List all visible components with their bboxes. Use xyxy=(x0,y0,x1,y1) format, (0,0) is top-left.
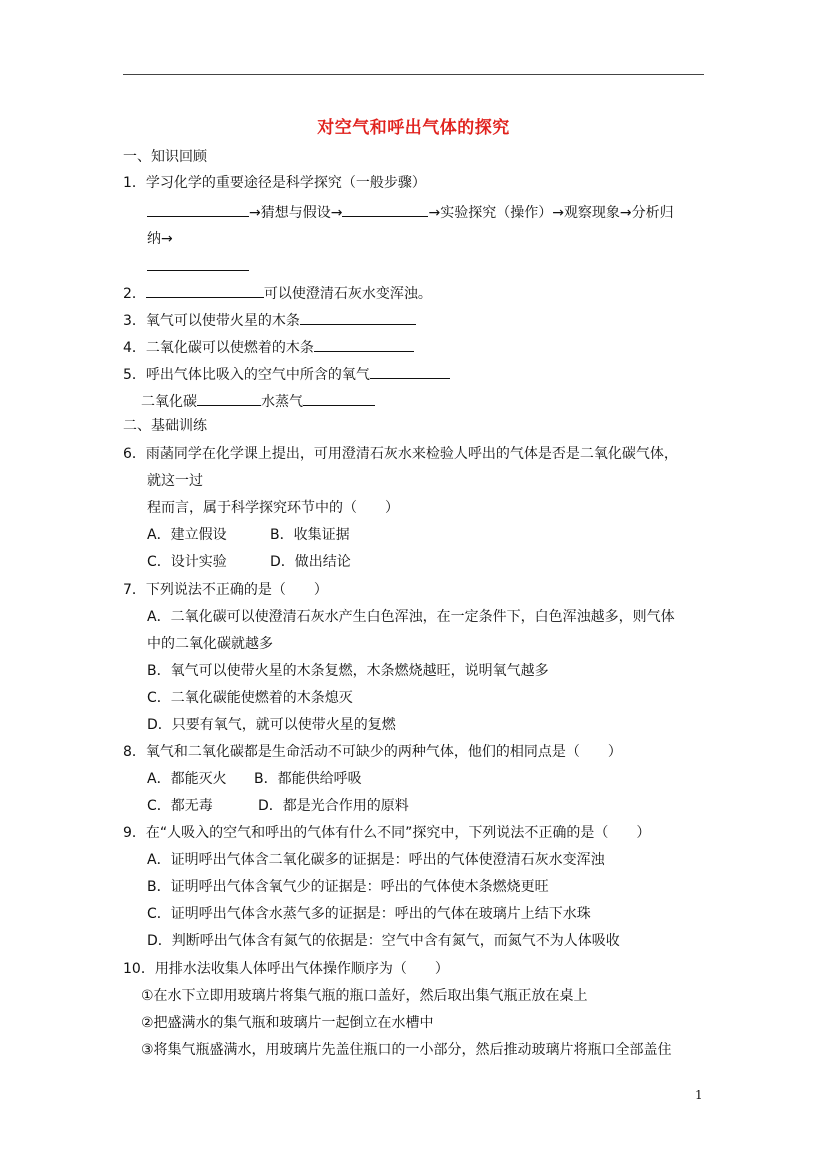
q1-seg1: →猜想与假设→ xyxy=(249,205,343,221)
q6-stem2: 就这一过 xyxy=(147,473,203,489)
q3-text: 3．氧气可以使带火星的木条 xyxy=(123,313,300,329)
q7-stem: 7．下列说法不正确的是（ ） xyxy=(123,582,328,598)
q8-option-c: C．都无毒 xyxy=(147,798,213,814)
q6-option-a: A．建立假设 xyxy=(147,527,227,543)
q8-option-a: A．都能灭火 xyxy=(147,771,227,787)
q10-step-2: ②把盛满水的集气瓶和玻璃片一起倒立在水槽中 xyxy=(141,1015,434,1031)
section-heading-review: 一、知识回顾 xyxy=(123,149,207,165)
answer-blank xyxy=(147,202,249,217)
q8-stem: 8．氧气和二氧化碳都是生命活动不可缺少的两种气体，他们的相同点是（ ） xyxy=(123,744,622,760)
answer-blank xyxy=(370,364,450,379)
answer-blank xyxy=(146,283,264,298)
page-title: 对空气和呼出气体的探究 xyxy=(317,118,510,138)
page-number: 1 xyxy=(695,1088,703,1102)
q2-tail: 可以使澄清石灰水变浑浊。 xyxy=(263,286,432,302)
answer-blank xyxy=(303,391,375,406)
q7-option-c: C．二氧化碳能使燃着的木条熄灭 xyxy=(147,690,353,706)
answer-blank xyxy=(197,391,261,406)
q5-line1 xyxy=(123,364,450,385)
q10-step-3: ③将集气瓶盛满水，用玻璃片先盖住瓶口的一小部分，然后推动玻璃片将瓶口全部盖住 xyxy=(141,1042,672,1058)
q3-line xyxy=(123,310,416,331)
answer-blank xyxy=(314,337,414,352)
q4-text: 4．二氧化碳可以使燃着的木条 xyxy=(123,340,314,356)
q2-line xyxy=(123,283,432,304)
q5-line2 xyxy=(141,391,375,412)
q5-h2o: 水蒸气 xyxy=(261,394,303,410)
q7-option-b: B．氧气可以使带火星的木条复燃，木条燃烧越旺，说明氧气越多 xyxy=(147,663,549,679)
q7-option-d: D．只要有氧气，就可以使带火星的复燃 xyxy=(147,717,396,733)
q7-option-a-line2: 中的二氧化碳就越多 xyxy=(147,636,273,652)
q6-option-d: D．做出结论 xyxy=(270,554,351,570)
q9-option-b: B．证明呼出气体含氧气少的证据是：呼出的气体使木条燃烧更旺 xyxy=(147,879,549,895)
q5-co2: 二氧化碳 xyxy=(141,394,197,410)
q8-option-b: B．都能供给呼吸 xyxy=(254,771,362,787)
answer-blank xyxy=(342,202,428,217)
q6-stem1: 6．雨菡同学在化学课上提出，可用澄清石灰水来检验人呼出的气体是否是二氧化碳气体， xyxy=(123,446,678,462)
q9-option-a: A．证明呼出气体含二氧化碳多的证据是：呼出的气体使澄清石灰水变浑浊 xyxy=(147,852,605,868)
q5-stem: 5．呼出气体比吸入的空气中所含的氧气 xyxy=(123,367,370,383)
q9-option-d: D．判断呼出气体含有氮气的依据是：空气中含有氮气，而氮气不为人体吸收 xyxy=(147,933,620,949)
q1-seg2: →实验探究（操作）→观察现象→分析归 xyxy=(428,205,674,221)
q1-seg3: 纳→ xyxy=(147,231,173,247)
q1-stem: 1．学习化学的重要途径是科学探究（一般步骤） xyxy=(123,175,426,191)
answer-blank xyxy=(300,310,416,325)
q6-stem3: 程而言，属于科学探究环节中的（ ） xyxy=(147,500,399,516)
header-rule xyxy=(123,74,704,75)
answer-blank xyxy=(147,256,249,271)
q9-option-c: C．证明呼出气体含水蒸气多的证据是：呼出的气体在玻璃片上结下水珠 xyxy=(147,906,591,922)
q1-line3 xyxy=(147,256,249,277)
q10-stem: 10．用排水法收集人体呼出气体操作顺序为（ ） xyxy=(123,961,449,977)
q6-option-b: B．收集证据 xyxy=(270,527,350,543)
q2-num: 2． xyxy=(123,286,146,302)
q1-line1 xyxy=(147,202,674,223)
q7-option-a-line1: A．二氧化碳可以使澄清石灰水产生白色浑浊，在一定条件下，白色浑浊越多，则气体 xyxy=(147,609,675,625)
q6-option-c: C．设计实验 xyxy=(147,554,227,570)
section-heading-training: 二、基础训练 xyxy=(123,418,207,434)
q10-step-1: ①在水下立即用玻璃片将集气瓶的瓶口盖好，然后取出集气瓶正放在桌上 xyxy=(141,988,588,1004)
q9-stem: 9．在“人吸入的空气和呼出的气体有什么不同”探究中，下列说法不正确的是（ ） xyxy=(123,825,651,841)
q4-line xyxy=(123,337,414,358)
q8-option-d: D．都是光合作用的原料 xyxy=(258,798,409,814)
